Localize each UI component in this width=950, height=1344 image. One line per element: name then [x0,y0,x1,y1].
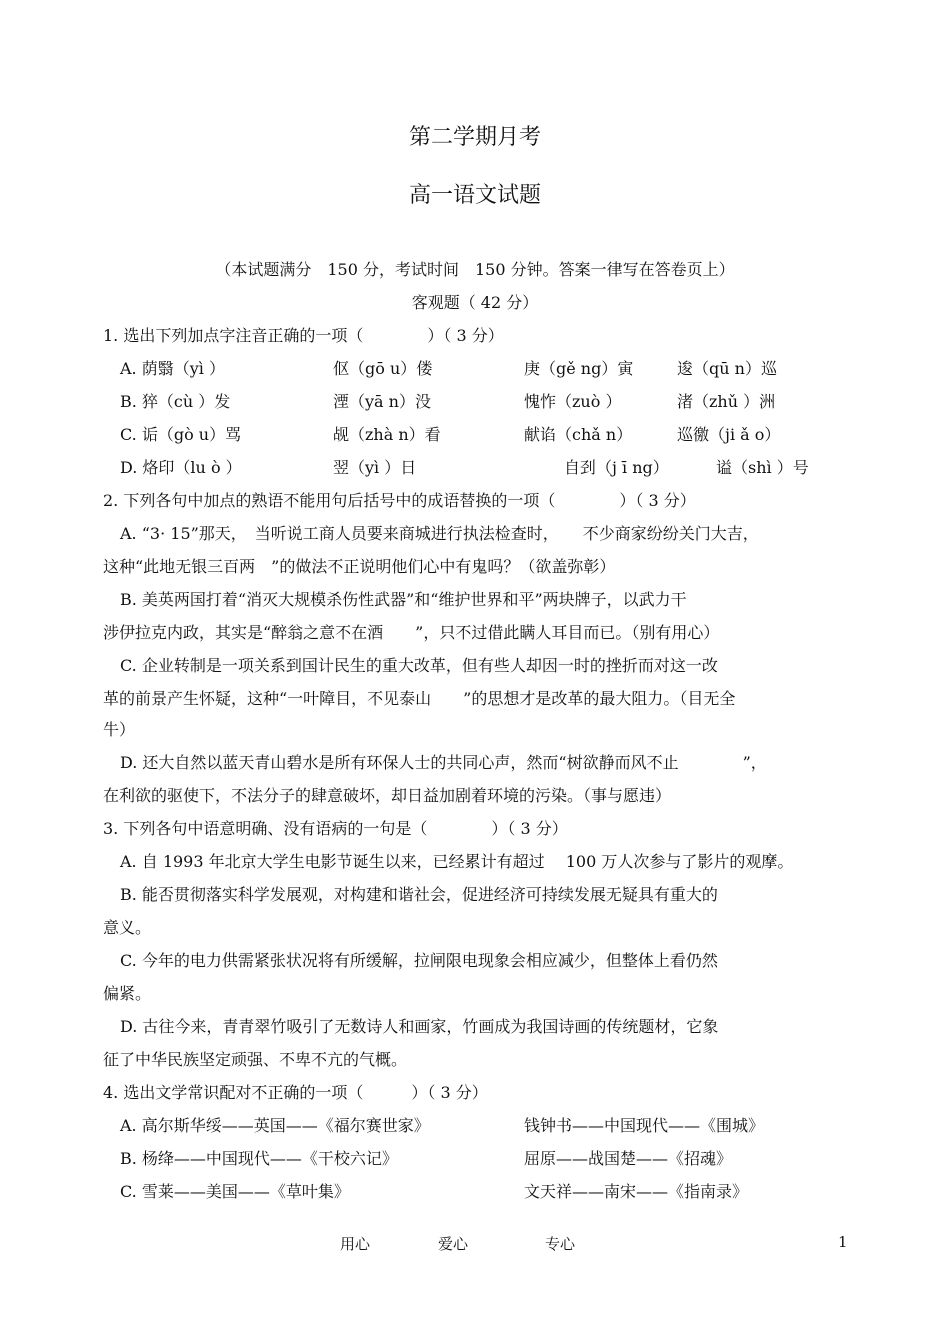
page-number: 1 [838,1233,848,1251]
question-1-stem: 1. 选出下列加点字注音正确的一项（ ）（ 3 分） [103,326,504,345]
q4-c-right: 文天祥——南宋——《指南录》 [524,1182,749,1201]
q4-b-left: B. 杨绛——中国现代——《干校六记》 [120,1149,398,1168]
q1-b-option-3: 愧怍（zuò ） [524,392,622,411]
q1-a-option-1: A. 荫翳（yì ） [120,359,225,378]
q2-line: 在利欲的驱使下，不法分子的肆意破坏，却日益加剧着环境的污染。（事与愿违） [103,786,672,805]
q4-a-left: A. 高尔斯华绥——英国——《福尔赛世家》 [120,1116,430,1135]
q2-line: 这种“此地无银三百两 ”的做法不正说明他们心中有鬼吗？（欲盖弥彰） [103,557,616,576]
question-2-stem: 2. 下列各句中加点的熟语不能用句后括号中的成语替换的一项（ ）（ 3 分） [103,491,696,510]
q1-d-option-1: D. 烙印（lu ò ） [120,458,242,477]
q2-line: 涉伊拉克内政，其实是“醉翁之意不在酒 ”，只不过借此瞒人耳目而已。（别有用心） [103,623,720,642]
q2-line: 牛） [103,720,136,739]
q1-c-option-3: 献谄（chǎ n） [524,425,633,444]
exam-note: （本试题满分 150 分，考试时间 150 分钟。答案一律写在答卷页上） [215,260,735,279]
q2-line: C. 企业转制是一项关系到国计民生的重大改革，但有些人却因一时的挫折而对这一改 [120,656,718,675]
q1-c-option-2: 觇（zhà n）看 [333,425,441,444]
q2-line: D. 还大自然以蓝天青山碧水是所有环保人士的共同心声，然而“树欲静而风不止 ”， [120,753,767,772]
q1-c-option-1: C. 诟（gò u）骂 [120,425,242,444]
q2-line: B. 美英两国打着“消灭大规模杀伤性武器”和“维护世界和平”两块牌子，以武力干 [120,590,687,609]
q3-line: 意义。 [103,918,152,937]
q4-c-left: C. 雪莱——美国——《草叶集》 [120,1182,350,1201]
footer-text-2: 爱心 [438,1235,469,1253]
q3-line: B. 能否贯彻落实科学发展观，对构建和谐社会，促进经济可持续发展无疑具有重大的 [120,885,718,904]
q1-b-option-2: 湮（yā n）没 [333,392,431,411]
question-4-stem: 4. 选出文学常识配对不正确的一项（ ）（ 3 分） [103,1083,488,1102]
q4-b-right: 屈原——战国楚——《招魂》 [524,1149,733,1168]
q1-d-option-2: 翌（yì ）日 [333,458,417,477]
q1-d-option-3: 自刭（j ī ng） [564,458,669,477]
q4-a-right: 钱钟书——中国现代——《围城》 [524,1116,765,1135]
q3-line: 征了中华民族坚定顽强、不卑不亢的气概。 [103,1050,408,1069]
footer-text-3: 专心 [545,1235,576,1253]
q3-line: D. 古往今来，青青翠竹吸引了无数诗人和画家，竹画成为我国诗画的传统题材，它象 [120,1017,719,1036]
question-3-stem: 3. 下列各句中语意明确、没有语病的一句是（ ）（ 3 分） [103,819,568,838]
q1-b-option-1: B. 猝（cù ）发 [120,392,231,411]
q2-line: A. “3· 15”那天， 当听说工商人员要来商城进行执法检查时， 不少商家纷纷关门大吉， [120,524,759,543]
exam-title: 第二学期月考 [408,125,541,150]
q1-d-option-4: 谥（shì ）号 [716,458,809,477]
section-heading: 客观题（ 42 分） [411,293,539,312]
q1-a-option-2: 伛（gō u）偻 [333,359,433,378]
q1-a-option-4: 逡（qū n）巡 [677,359,777,378]
q1-b-option-4: 渚（zhǔ ）洲 [677,392,776,411]
q2-line: 革的前景产生怀疑，这种“一叶障目，不见泰山 ”的思想才是改革的最大阻力。（目无全 [103,689,736,708]
q1-a-option-3: 庚（gě ng）寅 [524,359,634,378]
q1-c-option-4: 巡徼（ji ǎ o） [677,425,781,444]
q3-line: 偏紧。 [103,984,152,1003]
footer-text-1: 用心 [340,1235,371,1253]
exam-subtitle: 高一语文试题 [408,183,541,208]
q3-line: A. 自 1993 年北京大学生电影节诞生以来，已经累计有超过 100 万人次参与了影片的观摩。 [120,852,794,871]
q3-line: C. 今年的电力供需紧张状况将有所缓解，拉闸限电现象会相应减少，但整体上看仍然 [120,951,718,970]
